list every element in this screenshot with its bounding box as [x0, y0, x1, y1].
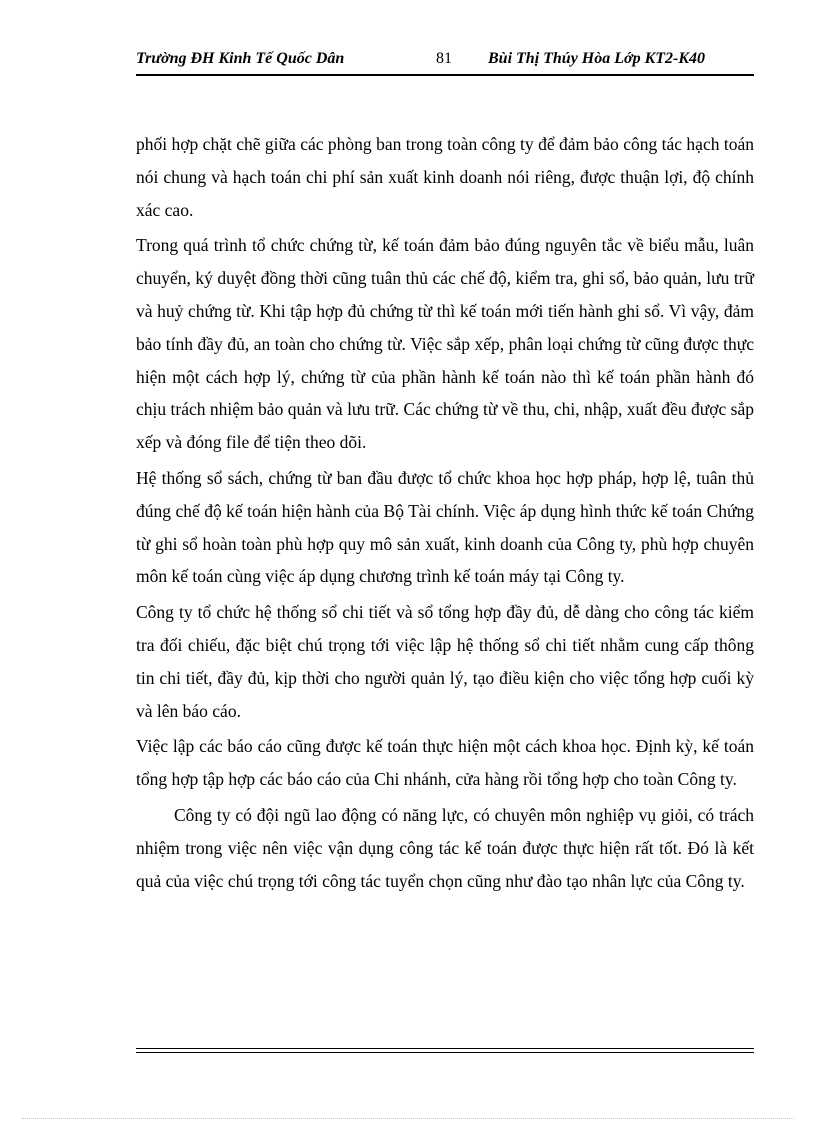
document-body	[136, 128, 754, 897]
footer-divider	[136, 1048, 754, 1053]
paragraph-1: phối hợp chặt chẽ giữa các phòng ban trong toàn công ty để đảm bảo công tác hạch toán nói chung và hạch toán chi phí sản xuất kinh doanh nói riêng, được thuận lợi, độ chính xác cao.	[136, 134, 754, 220]
paragraph-5: Việc lập các báo cáo cũng được kế toán thực hiện một cách khoa học. Định kỳ, kế toán tổng hợp tập hợp các báo cáo của Chi nhánh, cửa hàng rồi tổng hợp cho toàn Công ty.	[136, 736, 754, 790]
header-author: Bùi Thị Thúy Hòa Lớp KT2-K40	[488, 50, 706, 67]
paragraph-2: Trong quá trình tổ chức chứng từ, kế toán đảm bảo đúng nguyên tắc về biểu mẫu, luân chuyển, ký duyệt đồng thời cũng tuân thủ các chế độ, kiểm tra, ghi sổ, bảo quản, lưu trữ và huỷ chứng từ. Khi tập hợp đủ chứng từ thì kế toán mới tiến hành ghi sổ. Vì vậy, đảm bảo tính đầy đủ, an toàn cho chứng từ. Việc sắp xếp, phân loại chứng từ cũng được thực hiện một cách hợp lý, chứng từ của phần hành kế toán nào thì kế toán phần hành đó chịu trách nhiệm bảo quản và lưu trữ. Các chứng từ về thu, chi, nhập, xuất đều được sắp xếp và đóng file để tiện theo dõi.	[136, 235, 754, 453]
paragraph-6: Công ty có đội ngũ lao động có năng lực, có chuyên môn nghiệp vụ giỏi, có trách nhiệm trong việc nên việc vận dụng công tác kế toán được thực hiện rất tốt. Đó là kết quả của việc chú trọng tới công tác tuyển chọn cũng như đào tạo nhân lực của Công ty.	[136, 804, 754, 891]
paragraph-3: Hệ thống sổ sách, chứng từ ban đầu được tổ chức khoa học hợp pháp, hợp lệ, tuân thủ đúng chế độ kế toán hiện hành của Bộ Tài chính. Việc áp dụng hình thức kế toán Chứng từ ghi sổ hoàn toàn phù hợp quy mô sản xuất, kinh doanh của Công ty, phù hợp chuyên môn kế toán cùng việc áp dụng chương trình kế toán máy tại Công ty.	[136, 467, 754, 587]
page-edge-divider	[22, 1118, 794, 1119]
paragraph-4: Công ty tổ chức hệ thống sổ chi tiết và sổ tổng hợp đầy đủ, dễ dàng cho công tác kiểm tra đối chiếu, đặc biệt chú trọng tới việc lập hệ thống sổ chi tiết nhằm cung cấp thông tin chi tiết, đầy đủ, kịp thời cho người quản lý, tạo điều kiện cho việc tổng hợp cuối kỳ và lên báo cáo.	[136, 602, 754, 721]
header-page-number: 81	[436, 50, 452, 67]
header-school: Trường ĐH Kinh Tế Quốc Dân	[136, 50, 345, 67]
page-header	[136, 46, 754, 76]
